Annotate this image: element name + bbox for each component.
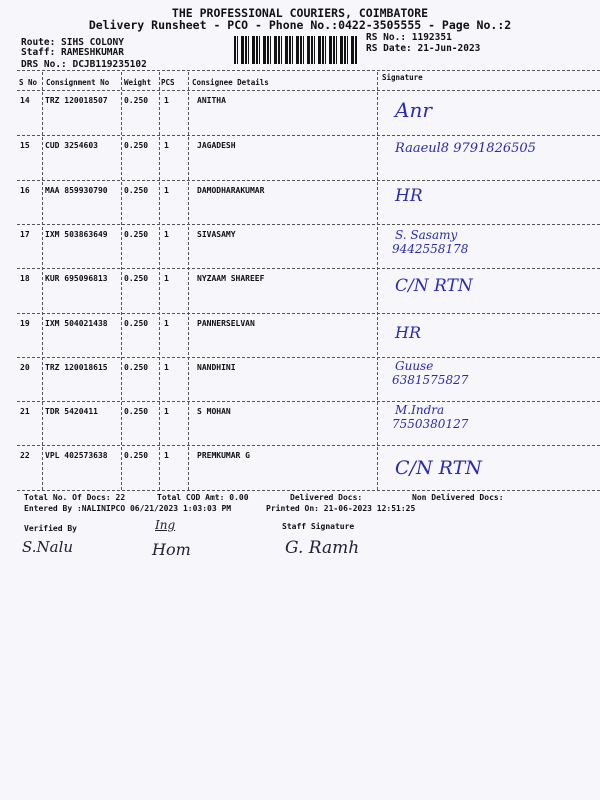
header-weight: Weight — [124, 78, 152, 87]
verifier-initials: Ing — [155, 518, 176, 532]
row-sno: 15 — [20, 141, 30, 150]
entered-by: Entered By :NALINIPCO 06/21/2023 1:03:03 PM — [24, 504, 232, 513]
rs-date: RS Date: 21-Jun-2023 — [366, 43, 481, 54]
row-consignment: VPL 402573638 — [45, 451, 108, 460]
row-pcs: 1 — [164, 186, 169, 195]
row-separator — [17, 268, 600, 269]
row-sno: 22 — [20, 451, 30, 460]
row-pcs: 1 — [164, 141, 169, 150]
row-pcs: 1 — [164, 230, 169, 239]
table-bottom-rule — [17, 490, 600, 491]
row-signature-phone: 6381575827 — [392, 373, 469, 387]
row-separator — [17, 180, 600, 181]
row-sno: 21 — [20, 407, 30, 416]
row-consignment: KUR 695096813 — [45, 274, 108, 283]
rs-number: RS No.: 1192351 — [366, 32, 452, 43]
row-consignment: IXM 503863649 — [45, 230, 108, 239]
total-docs: Total No. Of Docs: 22 — [24, 493, 126, 502]
row-pcs: 1 — [164, 96, 169, 105]
company-title: THE PROFESSIONAL COURIERS, COIMBATORE — [171, 6, 429, 20]
header-pcs: PCS — [161, 78, 175, 87]
table-header-rule — [17, 90, 600, 91]
row-consignee: DAMODHARAKUMAR — [197, 186, 265, 195]
row-separator — [17, 135, 600, 136]
verifier-mark: Hom — [152, 540, 191, 559]
non-delivered-docs: Non Delivered Docs: — [412, 493, 504, 502]
route: Route: SIHS COLONY — [21, 37, 124, 48]
row-consignment: TRZ 120018615 — [45, 363, 108, 372]
row-weight: 0.250 — [124, 319, 149, 328]
printed-on: Printed On: 21-06-2023 12:51:25 — [266, 504, 416, 513]
row-signature: Anr — [395, 98, 432, 122]
barcode — [234, 36, 358, 64]
row-signature: C/N RTN — [395, 276, 473, 296]
row-pcs: 1 — [164, 274, 169, 283]
row-signature: C/N RTN — [395, 457, 482, 479]
header-sno: S No — [19, 78, 38, 87]
row-consignee: NYZAAM SHAREEF — [197, 274, 265, 283]
delivered-docs: Delivered Docs: — [290, 493, 363, 502]
row-consignee: NANDHINI — [197, 363, 236, 372]
row-sno: 20 — [20, 363, 30, 372]
row-signature: HR — [395, 186, 423, 206]
row-sno: 14 — [20, 96, 30, 105]
header-signature: Signature — [382, 73, 423, 82]
row-signature-phone: 9442558178 — [392, 242, 469, 256]
runsheet-subtitle: Delivery Runsheet - PCO - Phone No.:0422-3505555 - Page No.:2 — [88, 18, 512, 32]
row-weight: 0.250 — [124, 96, 149, 105]
row-weight: 0.250 — [124, 186, 149, 195]
staff-signature: G. Ramh — [285, 538, 360, 558]
header-consignee: Consignee Details — [192, 78, 269, 87]
row-weight: 0.250 — [124, 230, 149, 239]
row-signature: Guuse — [395, 359, 434, 373]
row-signature: S. Sasamy — [395, 228, 458, 242]
row-consignment: TDR 5420411 — [45, 407, 98, 416]
row-separator — [17, 224, 600, 225]
total-cod: Total COD Amt: 0.00 — [157, 493, 249, 502]
row-weight: 0.250 — [124, 407, 149, 416]
row-weight: 0.250 — [124, 141, 149, 150]
row-separator — [17, 357, 600, 358]
table-top-rule — [17, 70, 600, 71]
row-signature-phone: 7550380127 — [392, 417, 469, 431]
row-sno: 17 — [20, 230, 30, 239]
row-separator — [17, 445, 600, 446]
staff-signature-label: Staff Signature — [282, 522, 355, 531]
row-consignee: PANNERSELVAN — [197, 319, 255, 328]
row-consignee: JAGADESH — [197, 141, 236, 150]
drs-number: DRS No.: DCJB119235102 — [21, 59, 147, 70]
header-consignment: Consignment No — [46, 78, 110, 87]
row-signature: M.Indra — [395, 403, 445, 417]
row-consignment: CUD 3254603 — [45, 141, 98, 150]
row-separator — [17, 401, 600, 402]
staff: Staff: RAMESHKUMAR — [21, 47, 124, 58]
row-sno: 16 — [20, 186, 30, 195]
row-sno: 19 — [20, 319, 30, 328]
row-weight: 0.250 — [124, 274, 149, 283]
row-consignee: ANITHA — [197, 96, 226, 105]
row-consignment: MAA 859930790 — [45, 186, 108, 195]
row-pcs: 1 — [164, 407, 169, 416]
row-sno: 18 — [20, 274, 30, 283]
row-consignment: TRZ 120018507 — [45, 96, 108, 105]
row-consignee: PREMKUMAR G — [197, 451, 250, 460]
row-consignee: S MOHAN — [197, 407, 231, 416]
verified-by-label: Verified By — [24, 524, 77, 533]
verifier-signature: S.Nalu — [22, 538, 74, 556]
row-pcs: 1 — [164, 363, 169, 372]
row-signature: Raaeul8 9791826505 — [395, 141, 536, 156]
row-pcs: 1 — [164, 319, 169, 328]
row-weight: 0.250 — [124, 363, 149, 372]
row-consignee: SIVASAMY — [197, 230, 236, 239]
row-weight: 0.250 — [124, 451, 149, 460]
row-signature: HR — [395, 323, 421, 342]
row-separator — [17, 313, 600, 314]
row-consignment: IXM 504021438 — [45, 319, 108, 328]
row-pcs: 1 — [164, 451, 169, 460]
